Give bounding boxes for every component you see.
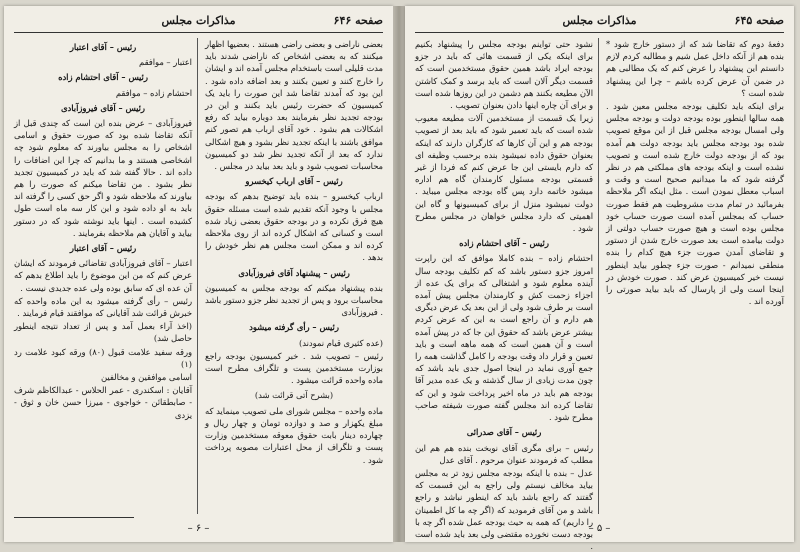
paragraph: فیروزآبادی – عرض بنده این است که چندی قبل از آنکه تقاضا شده بود که صورت حقوق و اسامی اشخاص را به مجلس بیاورند که معلوم شود چه اشخاصی هستند و ما بدانیم که چرا این اضافات را داده اند . حالا گفته شد که باید در کمیسیون تجدید نظر بشود . من تقاضا میکنم که صورت را هم بیاورند که ملاحظه شود و اگر حق کسی را گرفته اند باید به او داده شود و این کار سه ماه است طول کشیده است . اینها باید نوشته شود که در دستور بیاید و آقایان هم ملاحظه بفرمایند . — [14, 118, 192, 238]
speaker-line: رئیس – آقای اعتبار — [69, 243, 137, 254]
paragraph: دفعهٔ دوم که تقاضا شد که از دستور خارج شود * بنده هم از آنکه داخل عمل شیم و مطالبه کردم لازم دانستم این پیشنهاد را عرض کنم که یک مطالبی هم در ضمن آن عرض کرده باشم – چرا این پیشنهاد شده است ؟ — [606, 39, 784, 98]
paragraph: رئیس – تصویب شد . خبر کمیسیون بودجه راجع بوزارت مستخدمین پست و تلگراف مطرح است ماده واحده قرائت میشود . — [205, 350, 383, 386]
column-left — [14, 38, 192, 514]
paragraph: (اخذ آراء بعمل آمد و پس از تعداد نتیجه اینطور حاصل شد) — [14, 321, 192, 344]
speaker-line: رئیس – آقای صدرائی — [466, 427, 542, 438]
text-columns — [415, 38, 784, 552]
paragraph: اعتبار – موافقم — [139, 57, 192, 68]
paragraph: برای اینکه باید تکلیف بودجه مجلس معین شود . همه سالها اینطور بوده بودجه دولت و بودجه مجلس ولی امسال بودجه مجلس قبل از این موقع تصویب شده بود بودجه مجلس باید بودجه دولت هم آمده بود که از بودجه دولت خارج شده است و تصویب نشده است و اینکه بودجه های مملکتی هم در نظر گرفته شود که ما میدانیم صحیح است و وقت و اسباب معطل نمودن است . مثل اینکه اگر ملاحظه بفرمائید در تمام مدت مشروطیت هم فقط صورت حساب که بمجلس آمده است صورت حساب خود مجلس بوده است و هیچ صورت حساب دولتی از دولت بیامده است بعد صورت خارج شدن از دستور و تقاضای آمدن صورت جزء هیچ کدام را بنده منطقی نمیدانم - صورت جزء چطور بیاید اینطور نیست خیر کمیسیون عرض کند . صورت خودش در اینجا است ولی از پارسال که باید بیاید صورتی را آورده اند . — [606, 101, 784, 307]
paragraph: ارباب کیخسرو – بنده باید توضیح بدهم که بودجه مجلس با وجود آنکه تقدیم شده است مسئله حقوق هیچ فرق نکرده و در بودجه حقوق بعضی زیاد شده است و کسانی که اشکال کرده اند از روی ملاحظه کرده اند و ممکن است مجلس هم نظر خودش را بدهد . — [205, 191, 383, 263]
paragraph: (عده کثیری قیام نمودند) — [299, 337, 383, 348]
paragraph: رئیس – رأی گرفته میشود به این ماده واحده که خبرش قرائت شد آقایانی که موافقند قیام فرمایند . — [14, 295, 192, 319]
paragraph: اسامی موافقین و مخالفین — [101, 372, 192, 383]
paragraph: ماده واحده – مجلس شورای ملی تصویب مینماید که مبلغ یکهزار و صد و دوازده تومان و چهار ریال و چهارده دینار بابت حقوق معوقه مستخدمین وزارت پست و تلگراف از محل اعتبارات مصوبه پرداخت شود . — [205, 405, 383, 465]
paragraph: بعضی ناراضی و بعضی راضی هستند . بعضیها اظهار میکنند که به بعضی اشخاص که ناراضی شدند باید مدت قلیلی است باستخدام مجلس آمده اند و ایشان را خارج کنند و تعیین بکنند و بعد اضافه داده شود . این بود که آمدند تقاضا شد این صورت را باید یک کمیسیون که حضرت رئیس باید بکنند و این در بودجه تجدید نظر بفرمایند بعد دوباره بیاید که رفع اشکالات هم بشود . خود آقای ارباب هم تصور کنم موافق باشند با اینکه تجدید نظر بشود و هیچ اشکالی ندارد که بعد از آنکه تجدید نظر شد دو کمیسیون محاسبات تصویب شود و باید بعد بیاید در مجلس . — [205, 39, 383, 172]
centered-note: (بشرح آتی قرائت شد) — [254, 390, 334, 401]
paragraph: بنده پیشنهاد میکنم که بودجه مجلس به کمیسیون محاسبات برود و پس از تجدید نظر جزو دستور باشد . فیروزآبادی — [205, 282, 383, 318]
page-header — [14, 14, 383, 33]
speaker-line: رئیس – آقای احتشام زاده — [58, 72, 148, 83]
column-divider — [197, 38, 198, 514]
paragraph: اعتبار – آقای فیروزآبادی تقاضائی فرمودند که ایشان عرض کنم که من این موضوع را باید اطلاع بدهم که آن عده ای که سابق بوده ولی عده جدیدی نیست . — [14, 258, 192, 293]
page-645 — [405, 6, 794, 552]
paragraph: رئیس – برای مگری آقای نوبخت بنده هم هم این مطلب که فرمودند عنوان مرحوم . آقای عدل — [415, 442, 593, 465]
column-right — [205, 38, 383, 514]
page-number-label: صفحه ۶۴۵ — [734, 14, 784, 27]
column-divider — [598, 38, 599, 514]
paragraph: آقایان : اسکندری - عمر الحلاس - عبدالکاظم شرف - صابطقائن - خواجوی - میرزا حسن خان و ثوق - یزدی — [14, 385, 192, 420]
book-gutter — [393, 6, 405, 542]
paragraph: احتشام زاده – موافقم — [115, 87, 192, 98]
speaker-line: رئیس – آقای احتشام زاده — [459, 238, 549, 249]
page-646 — [4, 6, 393, 542]
paragraph: زیرا یک قسمت از مستخدمین آلات مطیعه معیوب شده است که باید تعمیر شود که باید بعد از تصویب بودجه هم و این آن کارها که کارگران دارند که اینکه بعنوان حقوق داده نمیشود بنده برحسب وظیفه ای که دارم بایستی این جا عرض کنم که فردا از غیر قسمتی بودجه مسئول کارمندان گاه هم اداره میشود خاتمه دارد پس گاه بودجه مجلس میباید . دولت نمیشود منزل از برای کمیسیونها و گاه این اهمیتی که دارد مجلس خواهان در مجلس مطرح شود . — [415, 113, 593, 234]
running-title: مذاکرات مجلس — [161, 14, 236, 27]
footnote-rule — [14, 517, 134, 518]
speaker-line: رئیس – آقای ارباب کیخسرو — [245, 176, 343, 187]
page-header — [415, 14, 784, 33]
paragraph: ورقه سفید علامت قبول (۸۰) ورقه کبود علامت رد (۱) — [14, 346, 193, 369]
column-left — [415, 38, 593, 552]
text-columns — [14, 38, 383, 514]
page-number-label: صفحه ۶۴۶ — [333, 14, 383, 27]
speaker-line: رئیس – رأی گرفته میشود — [249, 322, 339, 333]
paragraph: نشود حتی تواینم بودجه مجلس را پیشنهاد بکنیم برای اینکه یکی از قسمت هائی که باید در جزو بودجه ایراد باشد همین حقوق مستخدمین است که قسمت دیگر آلان است که باید برسد و کمک کاشتن الآن مطیعه بکنند هم دشمن در این روزها شده است و برای آن چاره اینها دادن بعنوان تصویب . — [415, 39, 593, 111]
paragraph: عدل – بنده با اینکه بودجه مجلس زود تر به مجلس بیاید مخالف نیستم ولی راجع به این قسمت که گفتند که راجع باشد باید که اینطور نباشد و راجع باشد و من آقای فرمودید که (اگر چه ما کل اطمینان را داریم) که همه به حیث بودجه عمل شده اگر چه با بودجه دست نخورده مقتضی ولی بعد باید شده است . — [415, 467, 593, 552]
speaker-line: رئیس – آقای اعتبار — [69, 42, 137, 52]
column-right — [606, 38, 784, 514]
speaker-line: رئیس – آقای فیروزآبادی — [61, 102, 145, 113]
page-footer: – ۵ – — [588, 523, 611, 534]
page-footer: – ۶ – — [187, 523, 210, 534]
speaker-line: رئیس – پیشنهاد آقای فیروزآبادی — [238, 267, 350, 278]
running-title: مذاکرات مجلس — [562, 14, 637, 27]
paragraph: احتشام زاده – بنده کاملا موافق که این راپرت امروز جزو دستور باشد که کم تکلیف بودجه سال آینده معلوم شود و اشتغالی که برای یک عده از اجزاء زحمت کش و کارمندان مجلس پیش آمده است بر طرف شود ولی از این بعد یک عرض دیگری هم دارم و آن راجع است به این که عرض کردم بیشتر عرض باشد که حقوق این جا که در پیش آمده است و آن همین است که همه ماهه است و باید تعیین و قرار داد وقت بودجه را کامل گذاشت همه را جمع آوری نماید در اینجا اصول جدی باید باشد که چون مدت زیادی از سال گذشته و یک عده مدیر آقا بودجه هم باید در ماه اخیر پرداخت شود و این که تقاضا کرده اند مجلس گفته صورت شیفته صاحب مطرح شود . — [415, 253, 593, 423]
